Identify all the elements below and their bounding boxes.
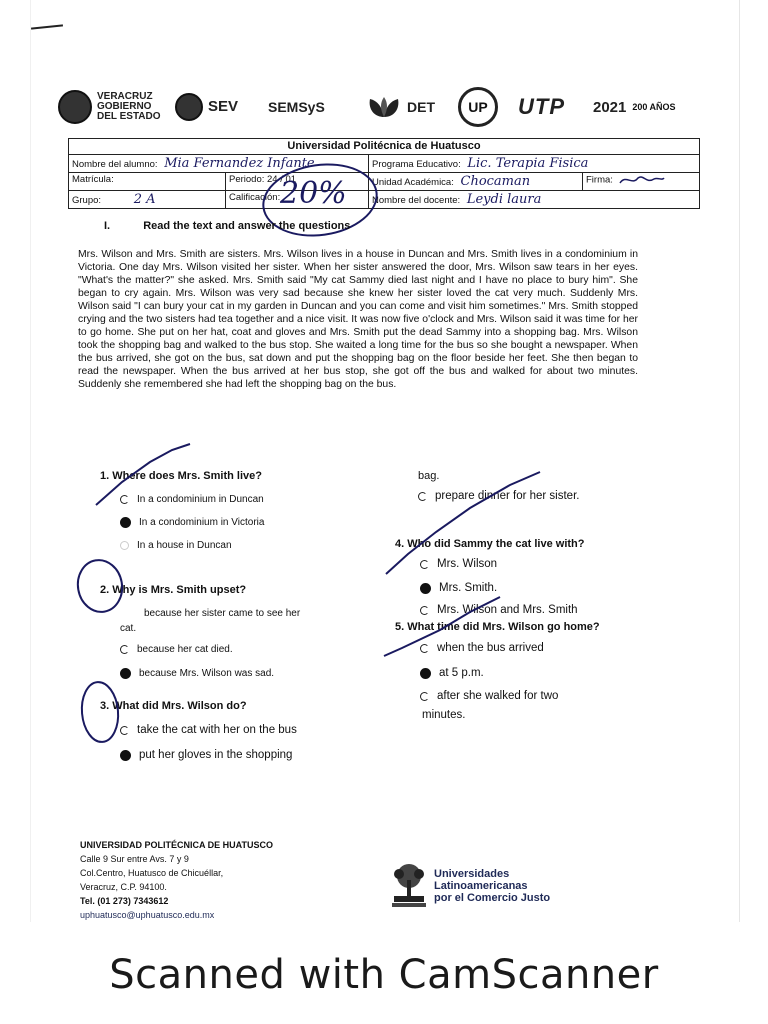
footer-phone: Tel. (01 273) 7343612 [80,896,169,906]
q3-option-c-label: prepare dinner for her sister. [435,490,580,502]
unit-value: Chocaman [460,174,531,189]
ulca-line3: por el Comercio Justo [434,892,551,904]
footer-address-3: Veracruz, C.P. 94100. [80,882,167,892]
ulca-logo [388,862,550,910]
question-5: 5. What time did Mrs. Wilson go home? [395,621,600,633]
up-circle-icon: UP [458,87,498,127]
program-label: Programa Educativo: [372,159,461,170]
teacher-value: Leydi laura [466,192,542,207]
q4-option-a-label: Mrs. Wilson [437,558,498,570]
veracruz-line1: VERACRUZ [97,91,153,102]
footer-address-1: Calle 9 Sur entre Avs. 7 y 9 [80,854,189,864]
camscanner-watermark: Scanned with CamScanner [109,952,659,998]
det-text: DET [407,99,435,115]
q4-option-c-label: Mrs. Wilson and Mrs. Smith [437,604,578,616]
question-2: 2. Why is Mrs. Smith upset? [100,584,247,596]
group-label: Grupo: [72,195,102,206]
group-value: 2 A [133,192,156,207]
student-name-value: Mia Fernandez Infante [164,156,315,171]
reading-passage: Mrs. Wilson and Mrs. Smith are sisters. Mrs. Wilson lives in a house in Duncan and Mrs. Smith lives in a condominium in Victoria. One day Mrs. Wilson visited her sister. When her sister answered the door, Mrs. Wilson saw tears in her eyes. "What's the matter?" she asked. Mrs. Smith said "My cat Sammy died last night and I have no place to bury him". She began to cry again. Mrs. Wilson was very sad because she knew her sister loved the cat very much. Suddenly Mrs. Wilson said "I can bury your cat in my garden in Duncan and you can come and visit him sometimes." Mrs. Smith stopped crying and the two sisters had tea together and a nice visit. It was now five o'clock and Mrs. Wilson said it was time for her to go home. She put on her hat, coat and gloves and Mrs. Smith put the dead Sammy into a shopping bag. Mrs. Wilson took the shopping bag and walked to the bus stop. She waited a long time for the bus so she bought a newspaper. When the bus arrived, she got on the bus, sat down and put the shopping bag on the floor beside her feet. She then began to read the newspaper. When the bus arrived at her bus stop, she got off the bus and walked for about two minutes. Suddenly she remembered she had left the shopping bag on the bus. [78,249,638,390]
veracruz-line3: DEL ESTADO [97,111,161,122]
q2-option-a-wrap: cat. [120,623,137,634]
q4-option-b-label: Mrs. Smith. [439,582,498,594]
circle-q2 [74,557,126,616]
q3-option-b-label: put her gloves in the shopping [139,749,293,761]
instruction-text: Read the text and answer the questions [143,220,351,232]
veracruz-line2: GOBIERNO [97,101,152,112]
signature-label: Firma: [586,174,613,186]
q2-option-a-label: because her sister came to see her [144,608,301,619]
grade-value: 20% [280,176,347,211]
program-value: Lic. Terapia Fisica [467,156,589,171]
question-4: 4. Who did Sammy the cat live with? [395,538,585,550]
q5-option-a-label: when the bus arrived [437,642,544,654]
instruction-number: I. [104,220,111,232]
q2-option-b-label: because her cat died. [137,644,233,655]
teacher-label: Nombre del docente: [372,195,461,206]
grade-label: Calificación: [229,192,281,203]
ulca-line1: Universidades [434,868,510,880]
id-label: Matrícula: [72,174,114,185]
year-text: 2021 [593,98,627,116]
checkmark-q4 [386,472,540,574]
question-1: 1. Where does Mrs. Smith live? [100,470,262,482]
q5-option-c-label: after she walked for two [437,690,559,702]
unit-label: Unidad Académica: [372,177,454,188]
q3-option-a-label: take the cat with her on the bus [137,724,297,736]
tree-icon [388,862,430,910]
q2-option-c-label: because Mrs. Wilson was sad. [139,668,275,679]
footer-address-2: Col.Centro, Huatusco de Chicuéllar, [80,868,224,878]
checkmark-q1 [96,444,190,505]
utp-text: UTP [518,94,565,119]
q1-option-a-label: In a condominium in Duncan [137,494,264,505]
q5-option-c-wrap: minutes. [422,709,466,721]
q1-option-b-label: In a condominium in Victoria [139,517,265,528]
footer-university: UNIVERSIDAD POLITÉCNICA DE HUATUSCO [80,840,274,850]
sev-text: SEV [208,98,239,115]
ulca-line2: Latinoamericanas [434,880,528,892]
circle-q3 [79,681,120,744]
q5-option-b-label: at 5 p.m. [439,667,484,679]
checkmark-q5 [384,597,500,656]
anniversary-text: 200 AÑOS [632,102,676,112]
period-label: Periodo: 24 / 01 [229,174,297,185]
q1-option-c-label: In a house in Duncan [137,540,232,551]
question-3: 3. What did Mrs. Wilson do? [100,700,247,712]
q3-option-b-wrap: bag. [418,470,440,482]
footer-email-link[interactable]: uphuatusco@uphuatusco.edu.mx [80,910,215,920]
university-title: Universidad Politécnica de Huatusco [69,139,700,155]
semsys-text: SEMSyS [268,99,325,115]
student-name-label: Nombre del alumno: [72,159,158,170]
